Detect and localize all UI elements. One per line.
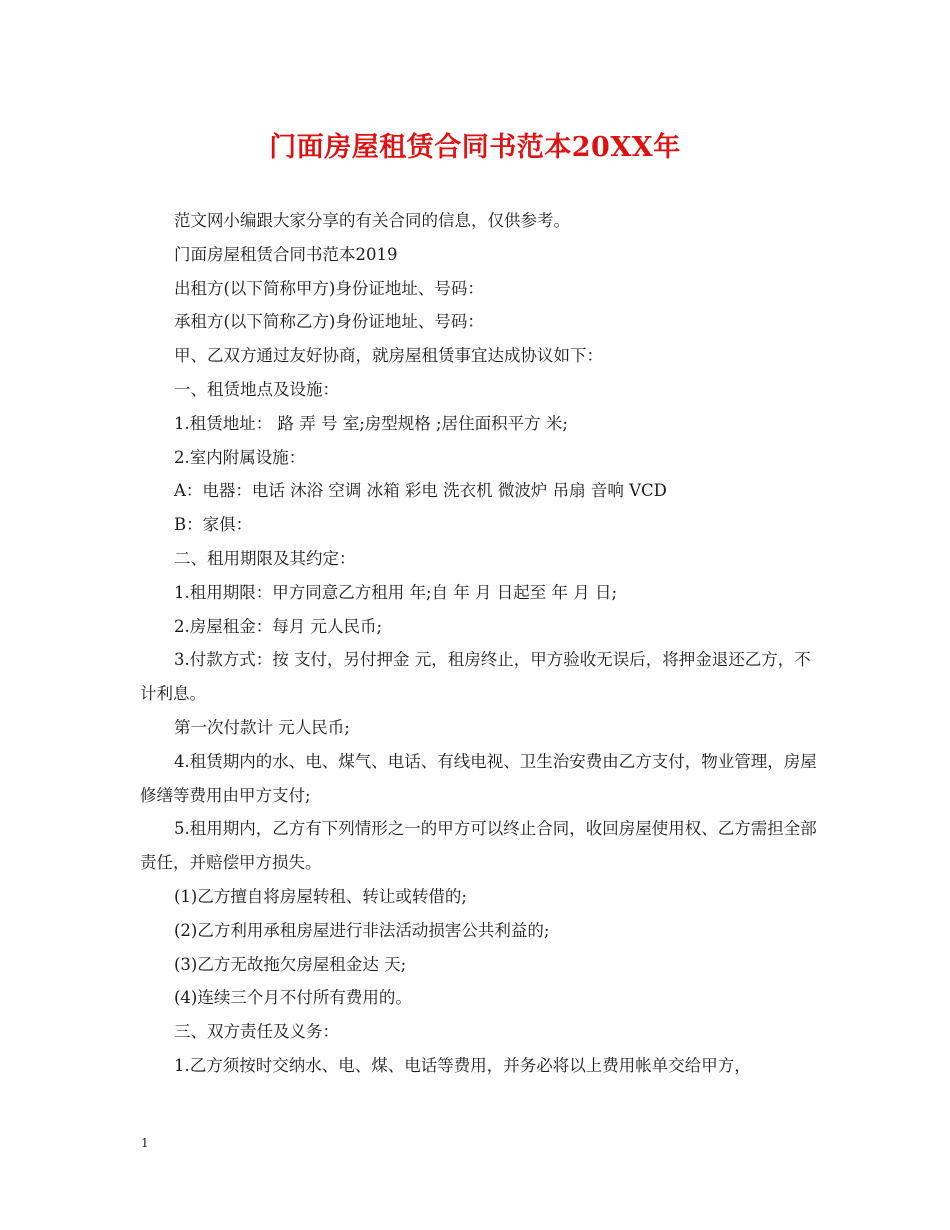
paragraph: 第一次付款计 元人民币; bbox=[174, 717, 350, 737]
paragraph: 甲、乙双方通过友好协商，就房屋租赁事宜达成协议如下： bbox=[174, 346, 603, 366]
section-heading: 二、租用期限及其约定： bbox=[174, 548, 356, 568]
paragraph: 5.租用期内，乙方有下列情形之一的甲方可以终止合同，收回房屋使用权、乙方需担全部责任，并赔偿甲方损失。 bbox=[140, 819, 817, 873]
paragraph: A：电器：电话 沐浴 空调 冰箱 彩电 洗衣机 微波炉 吊扇 音响 VCD bbox=[174, 481, 667, 501]
paragraph: 1.乙方须按时交纳水、电、煤、电话等费用，并务必将以上费用帐单交给甲方， bbox=[174, 1055, 751, 1075]
document-body bbox=[140, 204, 820, 1083]
paragraph: 3.付款方式：按 支付，另付押金 元，租房终止，甲方验收无误后，将押金退还乙方，不计利息。 bbox=[140, 650, 811, 704]
section-heading: 一、租赁地点及设施： bbox=[174, 379, 339, 399]
list-item: (1)乙方擅自将房屋转租、转让或转借的; bbox=[174, 886, 467, 906]
section-heading: 三、双方责任及义务： bbox=[174, 1022, 339, 1042]
paragraph: 2.房屋租金：每月 元人民币; bbox=[174, 616, 383, 636]
paragraph: 1.租赁地址： 路 弄 号 室;房型规格 ;居住面积平方 米; bbox=[174, 413, 568, 433]
paragraph: 1.租用期限：甲方同意乙方租用 年;自 年 月 日起至 年 月 日; bbox=[174, 582, 618, 602]
paragraph: 承租方(以下简称乙方)身份证地址、号码： bbox=[174, 312, 484, 332]
paragraph: 门面房屋租赁合同书范本2019 bbox=[174, 244, 398, 264]
paragraph: 2.室内附属设施： bbox=[174, 447, 306, 467]
paragraph: B：家俱： bbox=[174, 515, 253, 535]
paragraph: 4.租赁期内的水、电、煤气、电话、有线电视、卫生治安费由乙方支付，物业管理，房屋修缮等费用由甲方支付; bbox=[140, 751, 817, 805]
page-number: 1 bbox=[141, 1136, 149, 1150]
list-item: (2)乙方利用承租房屋进行非法活动损害公共利益的; bbox=[174, 920, 550, 940]
paragraph: 出租方(以下简称甲方)身份证地址、号码： bbox=[174, 278, 484, 298]
list-item: (3)乙方无故拖欠房屋租金达 天; bbox=[174, 954, 407, 974]
paragraph: 范文网小编跟大家分享的有关合同的信息，仅供参考。 bbox=[174, 211, 570, 230]
document-title: 门面房屋租赁合同书范本20XX年 bbox=[269, 132, 681, 163]
list-item: (4)连续三个月不付所有费用的。 bbox=[174, 988, 412, 1008]
